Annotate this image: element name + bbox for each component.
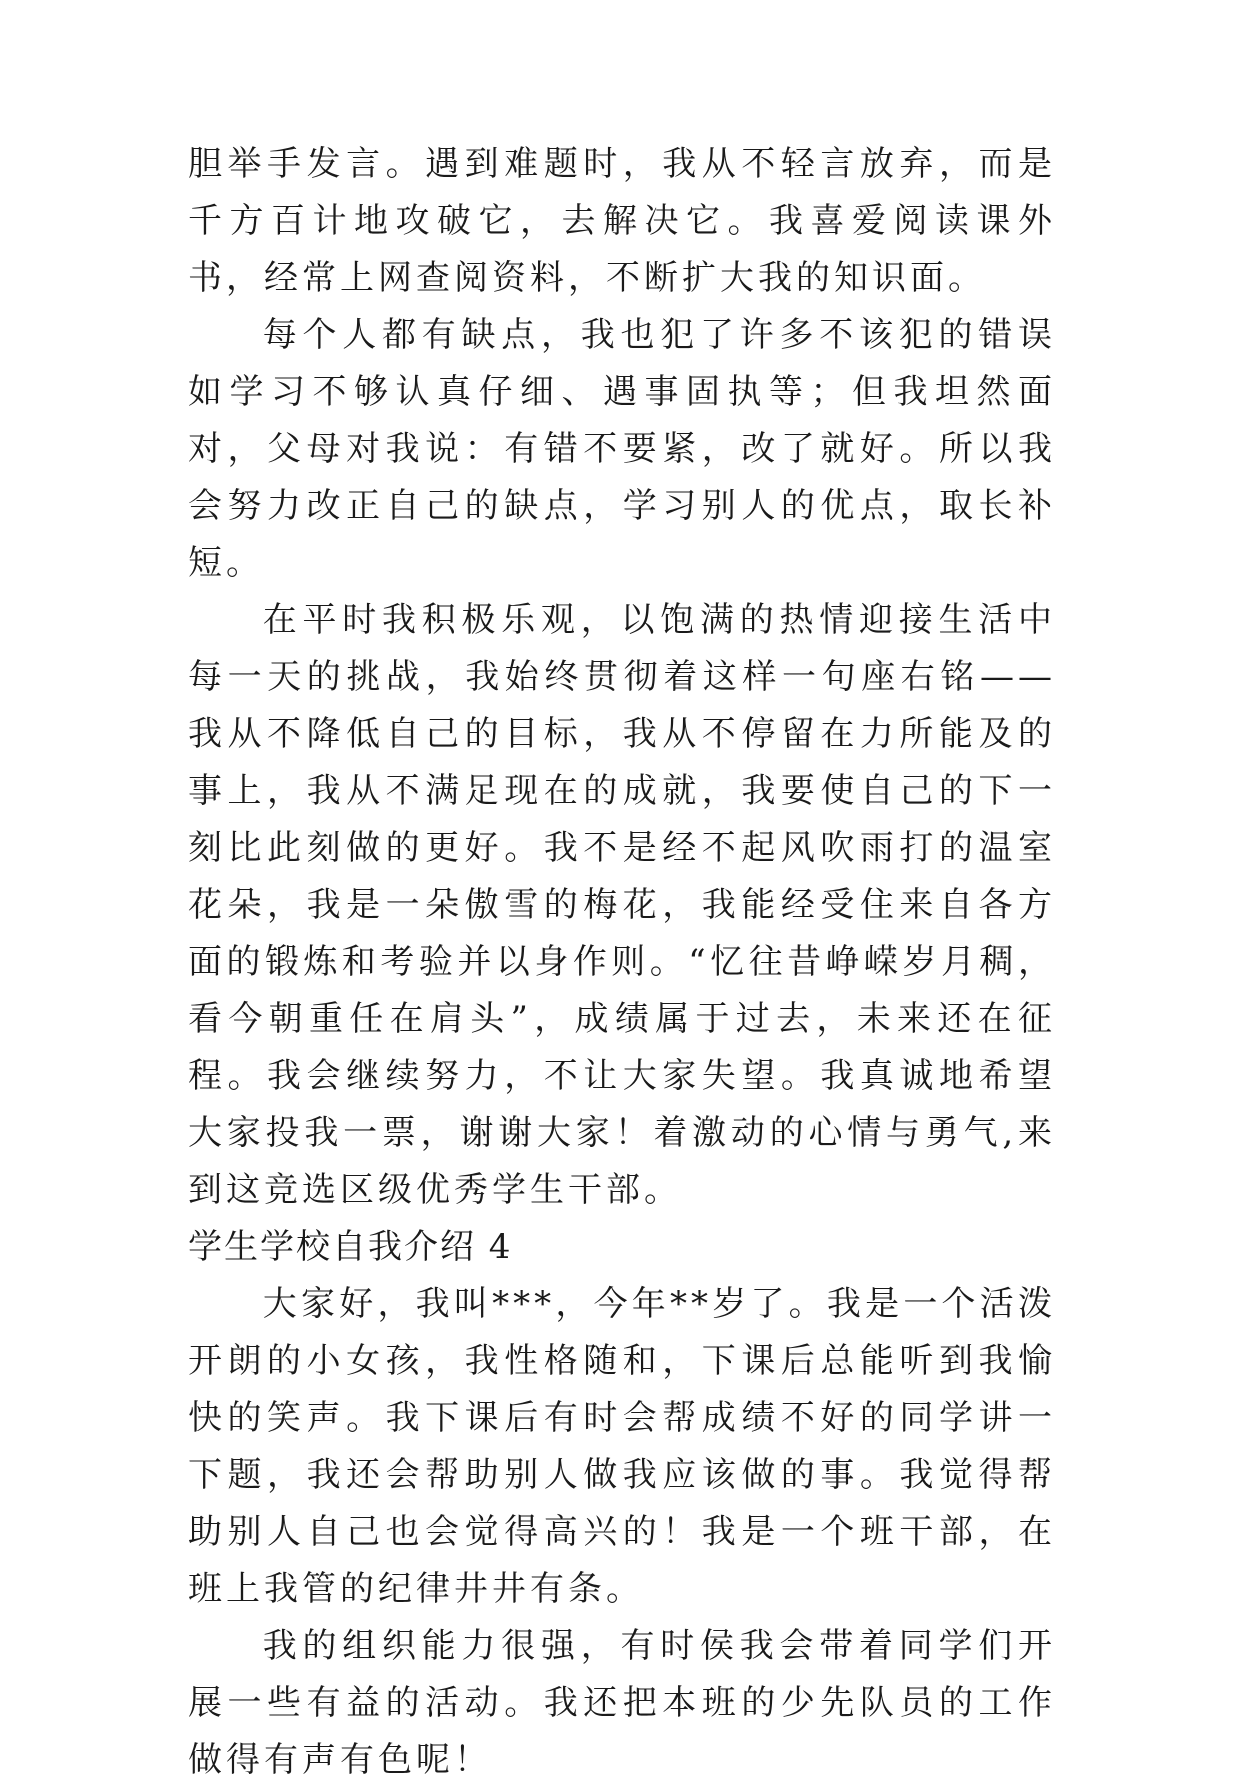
paragraph-motto: 在平时我积极乐观，以饱满的热情迎接生活中每一天的挑战，我始终贯彻着这样一句座右铭——我从不降低自己的目标，我从不停留在力所能及的事上，我从不满足现在的成就，我要使自己的下一刻比此刻做的更好。我不是经不起风吹雨打的温室花朵，我是一朵傲雪的梅花，我能经受住来自各方面的锻炼和考验并以身作则。“忆往昔峥嵘岁月稠，看今朝重任在肩头”，成绩属于过去，未来还在征程。我会继续努力，不让大家失望。我真诚地希望大家投我一票，谢谢大家！着激动的心情与勇气,来到这竞选区级优秀学生干部。 [188, 600, 1056, 1210]
paragraph-introduction: 大家好，我叫***，今年**岁了。我是一个活泼开朗的小女孩，我性格随和，下课后总能听到我愉快的笑声。我下课后有时会帮成绩不好的同学讲一下题，我还会帮助别人做我应该做的事。我觉得帮助别人自己也会觉得高兴的！我是一个班干部，在班上我管的纪律井井有条。 [188, 1284, 1056, 1609]
document-body [188, 136, 1056, 1789]
paragraph-organization: 我的组织能力很强，有时侯我会带着同学们开展一些有益的活动。我还把本班的少先队员的工作做得有声有色呢！ [188, 1626, 1056, 1780]
section-heading: 学生学校自我介绍 4 [188, 1227, 513, 1267]
paragraph-shortcomings: 每个人都有缺点，我也犯了许多不该犯的错误如学习不够认真仔细、遇事固执等；但我坦然面对，父母对我说：有错不要紧，改了就好。所以我会努力改正自己的缺点，学习别人的优点，取长补短。 [188, 315, 1056, 583]
paragraph-continuation: 胆举手发言。遇到难题时，我从不轻言放弃，而是千方百计地攻破它，去解决它。我喜爱阅读课外书，经常上网查阅资料，不断扩大我的知识面。 [188, 144, 1056, 298]
